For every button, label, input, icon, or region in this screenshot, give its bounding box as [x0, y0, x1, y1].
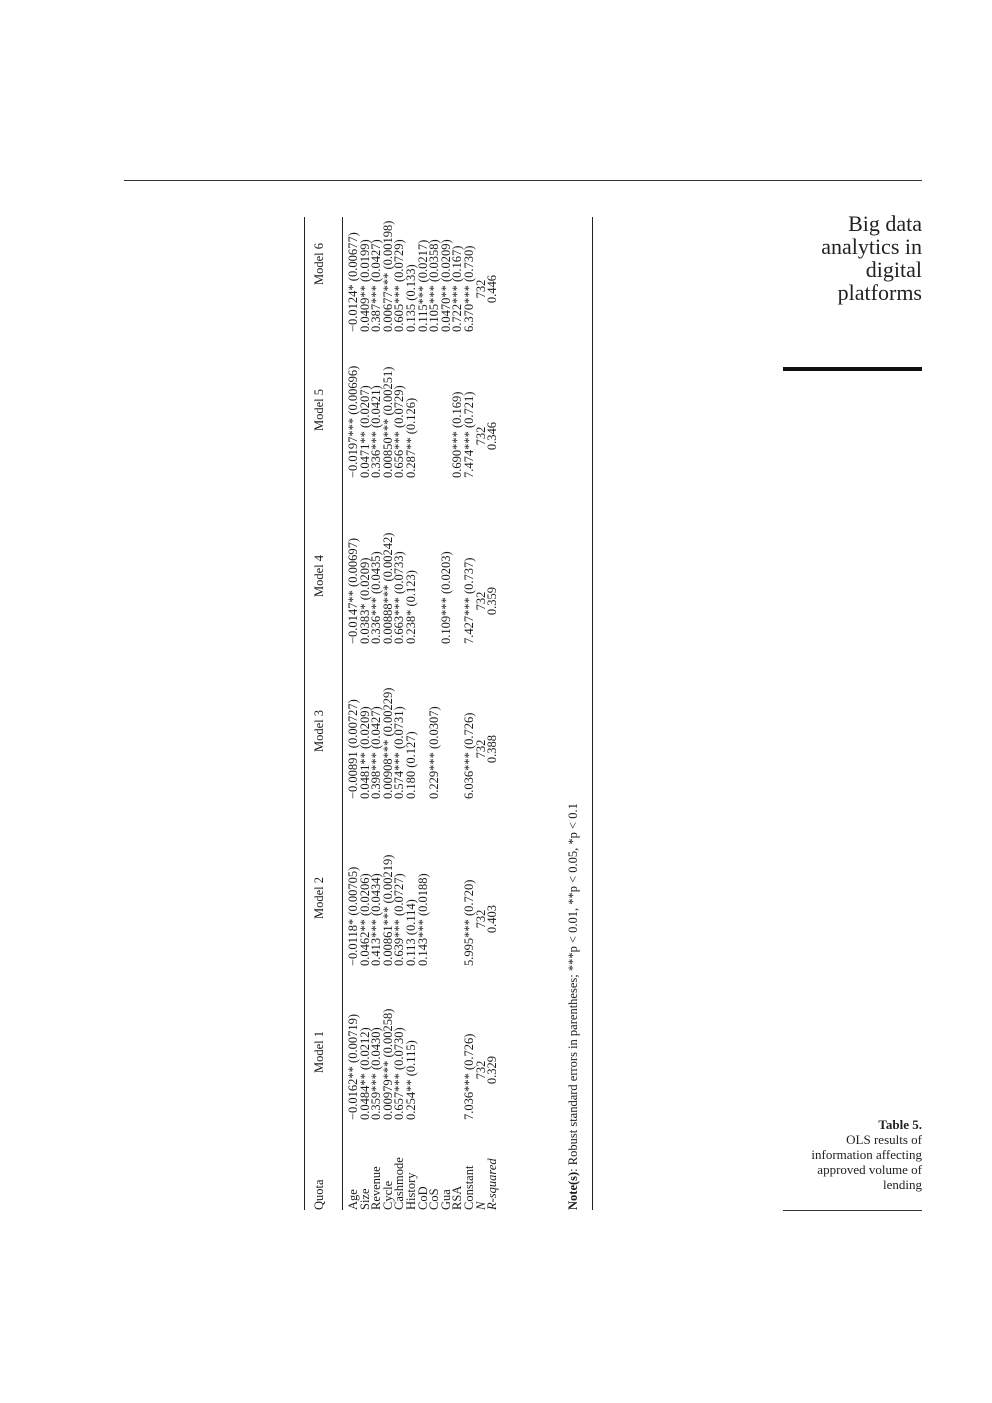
table-cell: −0.0197*** (0.00696)	[346, 365, 360, 478]
column-header: Model 4	[312, 555, 326, 598]
table-cell: 0.403	[485, 904, 500, 934]
row-label: History	[403, 1172, 418, 1210]
table-cell: 732	[473, 279, 488, 299]
table-cell: 0.0471** (0.0207)	[357, 385, 372, 478]
table-cell: 0.180 (0.127)	[403, 731, 418, 799]
table-cell: 0.00908*** (0.00229)	[380, 687, 395, 799]
table-cell: 0.446	[485, 274, 500, 304]
table-cell: 0.359	[485, 586, 500, 616]
row-label: RSA	[450, 1185, 465, 1210]
table-cell: 0.0383* (0.0209)	[357, 557, 372, 644]
row-label: Age	[346, 1189, 360, 1210]
table-cell: 0.336*** (0.0421)	[369, 385, 384, 478]
row-label: N	[473, 1201, 488, 1210]
column-header: Model 6	[312, 243, 326, 286]
top-rule	[124, 180, 922, 181]
running-title-line: Big data	[848, 211, 922, 236]
table-cell	[441, 688, 453, 799]
running-title-line: digital	[865, 257, 922, 282]
caption-line: approved volume of	[817, 1162, 922, 1177]
note-text: : Robust standard errors in parentheses; ***p < 0.01, **p < 0.05, *p < 0.1	[566, 803, 580, 1172]
table-cell: −0.0162** (0.00719)	[346, 1014, 360, 1120]
table-cell: 0.00850*** (0.00251)	[380, 366, 395, 478]
table-cell: 0.639*** (0.0727)	[392, 873, 407, 966]
table-cell: 732	[473, 426, 488, 446]
table-cell	[418, 533, 430, 644]
table-cell: 0.413*** (0.0434)	[369, 873, 384, 966]
table-cell: −0.0124* (0.00677)	[346, 232, 360, 332]
caption-label: Table 5.	[878, 1117, 922, 1132]
table-cell	[418, 1009, 430, 1120]
row-label: Gua	[438, 1189, 453, 1210]
table-cell: 0.0462** (0.0206)	[357, 873, 372, 966]
row-label: Cashmode	[392, 1157, 407, 1210]
running-title	[722, 212, 922, 304]
table-cell	[418, 366, 430, 478]
model-3-column	[348, 688, 499, 799]
column-header: Model 3	[312, 710, 326, 753]
caption-line: lending	[883, 1177, 922, 1192]
table-cell: 7.427*** (0.737)	[461, 557, 476, 644]
table-cell: 732	[473, 739, 488, 759]
section-rule	[783, 367, 922, 371]
table-note	[568, 803, 580, 1210]
table-cell: 0.0470** (0.0209)	[438, 239, 453, 332]
row-header: Quota	[312, 1179, 326, 1210]
table-cell: −0.0118* (0.00705)	[346, 866, 360, 966]
table-cell	[429, 855, 441, 966]
column-header: Model 2	[312, 877, 326, 920]
row-label: Cycle	[380, 1180, 395, 1210]
table-cell: 0.605*** (0.0729)	[392, 239, 407, 332]
row-label: Constant	[461, 1165, 476, 1210]
table-cell: 0.656*** (0.0729)	[392, 385, 407, 478]
table-top-rule	[304, 217, 305, 1210]
regression-table	[302, 217, 594, 1210]
table-cell: 0.388	[485, 734, 500, 764]
table-cell: 732	[473, 591, 488, 611]
column-header: Model 1	[312, 1031, 326, 1074]
row-labels	[348, 1157, 499, 1210]
table-cell: 0.00861*** (0.00219)	[380, 854, 395, 966]
table-bottom-rule	[592, 217, 593, 1210]
table-cell: 6.370*** (0.730)	[461, 245, 476, 332]
note-label: Note(s)	[566, 1171, 580, 1210]
table-cell: 0.00979*** (0.00258)	[380, 1008, 395, 1120]
table-cell: −0.0147** (0.00697)	[346, 538, 360, 644]
table-cell: 732	[473, 1060, 488, 1080]
model-6-column	[348, 221, 499, 332]
row-label: Revenue	[369, 1166, 384, 1210]
table-cell: 0.346	[485, 421, 500, 451]
caption-line: OLS results of	[846, 1132, 922, 1147]
model-2-column	[348, 855, 499, 966]
table-cell: 0.690*** (0.169)	[450, 391, 465, 478]
table-cell: 0.398*** (0.0427)	[369, 706, 384, 799]
table-cell: 0.336*** (0.0435)	[369, 551, 384, 644]
table-cell: 0.0409** (0.0199)	[357, 239, 372, 332]
row-label: Size	[357, 1188, 372, 1210]
table-cell	[429, 366, 441, 478]
table-cell: 0.574*** (0.0731)	[392, 706, 407, 799]
running-title-line: platforms	[837, 280, 922, 305]
table-cell: 0.143*** (0.0188)	[415, 873, 430, 966]
rotated-table-wrapper	[302, 217, 594, 1210]
table-cell: 0.105*** (0.0358)	[427, 239, 442, 332]
table-cell: 5.995*** (0.720)	[461, 879, 476, 966]
table-cell	[441, 855, 453, 966]
table-cell: 0.722*** (0.167)	[450, 245, 465, 332]
caption-line: information affecting	[811, 1147, 922, 1162]
table-cell: 0.109*** (0.0203)	[438, 551, 453, 644]
table-cell: 7.036*** (0.726)	[461, 1033, 476, 1120]
table-cell: 0.359*** (0.0430)	[369, 1027, 384, 1120]
table-cell: 7.474*** (0.721)	[461, 391, 476, 478]
table-cell: 0.00677*** (0.00198)	[380, 220, 395, 332]
table-cell: 0.00888*** (0.00242)	[380, 532, 395, 644]
table-cell: 0.329	[485, 1055, 500, 1085]
table-cell: 0.0481** (0.0209)	[357, 706, 372, 799]
table-cell: 0.387*** (0.0427)	[369, 239, 384, 332]
table-cell: 0.238* (0.123)	[403, 570, 418, 644]
table-cell: 0.113 (0.114)	[403, 899, 418, 966]
table-cell: 0.287** (0.126)	[403, 397, 418, 478]
table-cell: 0.115*** (0.0217)	[415, 239, 430, 332]
row-label: CoD	[415, 1186, 430, 1210]
row-label: R-squared	[485, 1158, 500, 1210]
table-cell: 0.0484** (0.0212)	[357, 1027, 372, 1120]
model-5-column	[348, 366, 499, 478]
table-cell: 6.036*** (0.726)	[461, 712, 476, 799]
model-4-column	[348, 533, 499, 644]
table-cell: −0.00891 (0.00727)	[346, 699, 360, 799]
table-cell: 0.229*** (0.0307)	[427, 706, 442, 799]
table-cell	[429, 1009, 441, 1120]
running-title-line: analytics in	[821, 234, 922, 259]
table-cell: 732	[473, 909, 488, 929]
table-cell: 0.135 (0.133)	[403, 264, 418, 332]
column-header: Model 5	[312, 389, 326, 432]
row-label: CoS	[427, 1188, 442, 1210]
table-cell	[441, 1009, 453, 1120]
table-header-rule	[342, 217, 343, 1210]
caption-rule	[783, 1210, 922, 1211]
table-cell: 0.254** (0.115)	[403, 1040, 418, 1120]
model-1-column	[348, 1009, 499, 1120]
table-cell: 0.663*** (0.0733)	[392, 551, 407, 644]
table-caption	[742, 1117, 922, 1192]
table-cell: 0.657*** (0.0730)	[392, 1027, 407, 1120]
